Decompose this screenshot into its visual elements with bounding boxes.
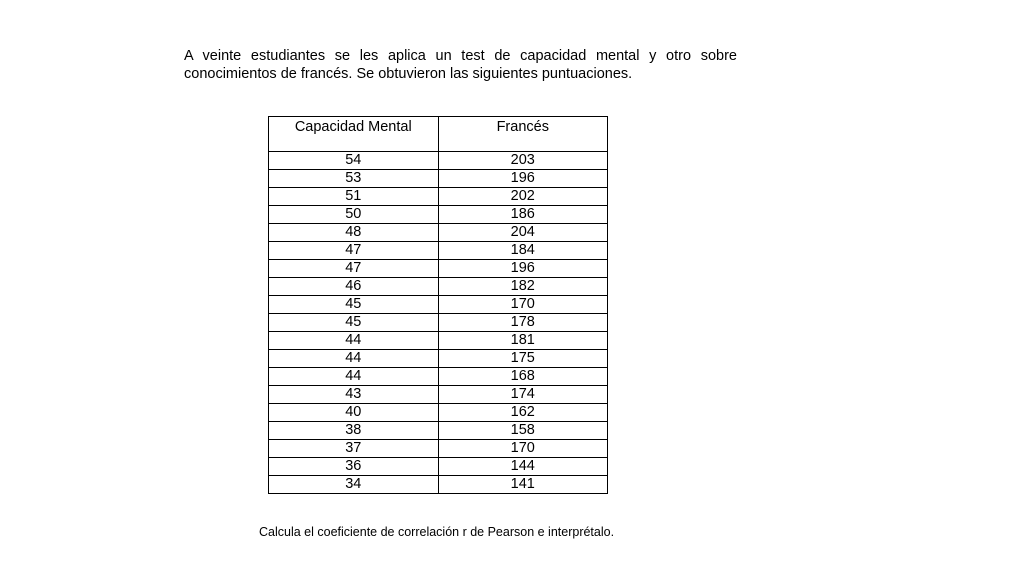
cell-capacidad-mental: 44	[269, 350, 439, 368]
header-frances: Francés	[438, 117, 607, 152]
cell-frances: 184	[438, 242, 607, 260]
cell-capacidad-mental: 40	[269, 404, 439, 422]
problem-statement	[184, 47, 737, 83]
instruction-text: Calcula el coeficiente de correlación r de Pearson e interprétalo.	[259, 525, 615, 539]
table-row	[269, 314, 608, 332]
problem-statement-line-1: A veinte estudiantes se les aplica un test de capacidad mental y otro sobre	[184, 48, 737, 64]
table-row	[269, 332, 608, 350]
cell-frances: 174	[438, 386, 607, 404]
table-row	[269, 188, 608, 206]
cell-capacidad-mental: 46	[269, 278, 439, 296]
cell-frances: 144	[438, 458, 607, 476]
problem-statement-line-2: conocimientos de francés. Se obtuvieron las siguientes puntuaciones.	[184, 66, 633, 82]
cell-capacidad-mental: 37	[269, 440, 439, 458]
cell-capacidad-mental: 50	[269, 206, 439, 224]
cell-frances: 178	[438, 314, 607, 332]
cell-capacidad-mental: 43	[269, 386, 439, 404]
cell-capacidad-mental: 47	[269, 242, 439, 260]
cell-capacidad-mental: 53	[269, 170, 439, 188]
table-row	[269, 206, 608, 224]
table-row	[269, 170, 608, 188]
table-row	[269, 152, 608, 170]
table-row	[269, 242, 608, 260]
cell-frances: 202	[438, 188, 607, 206]
cell-capacidad-mental: 36	[269, 458, 439, 476]
cell-frances: 196	[438, 260, 607, 278]
cell-frances: 158	[438, 422, 607, 440]
table-row	[269, 278, 608, 296]
table-row	[269, 260, 608, 278]
table-header-row	[269, 117, 608, 152]
cell-capacidad-mental: 34	[269, 476, 439, 494]
cell-frances: 175	[438, 350, 607, 368]
cell-capacidad-mental: 51	[269, 188, 439, 206]
table-row	[269, 404, 608, 422]
cell-capacidad-mental: 54	[269, 152, 439, 170]
cell-capacidad-mental: 44	[269, 332, 439, 350]
cell-frances: 182	[438, 278, 607, 296]
table-row	[269, 476, 608, 494]
cell-frances: 196	[438, 170, 607, 188]
cell-frances: 170	[438, 296, 607, 314]
table-row	[269, 440, 608, 458]
cell-capacidad-mental: 38	[269, 422, 439, 440]
table-row	[269, 224, 608, 242]
table-row	[269, 296, 608, 314]
cell-capacidad-mental: 48	[269, 224, 439, 242]
table-row	[269, 350, 608, 368]
table-row	[269, 386, 608, 404]
cell-frances: 168	[438, 368, 607, 386]
cell-frances: 141	[438, 476, 607, 494]
table-row	[269, 422, 608, 440]
cell-capacidad-mental: 45	[269, 296, 439, 314]
cell-capacidad-mental: 44	[269, 368, 439, 386]
cell-capacidad-mental: 45	[269, 314, 439, 332]
cell-capacidad-mental: 47	[269, 260, 439, 278]
table-body	[269, 152, 608, 494]
cell-frances: 162	[438, 404, 607, 422]
header-capacidad-mental: Capacidad Mental	[269, 117, 439, 152]
cell-frances: 181	[438, 332, 607, 350]
scores-table	[268, 116, 608, 494]
table-row	[269, 368, 608, 386]
cell-frances: 203	[438, 152, 607, 170]
cell-frances: 170	[438, 440, 607, 458]
table-row	[269, 458, 608, 476]
cell-frances: 204	[438, 224, 607, 242]
cell-frances: 186	[438, 206, 607, 224]
